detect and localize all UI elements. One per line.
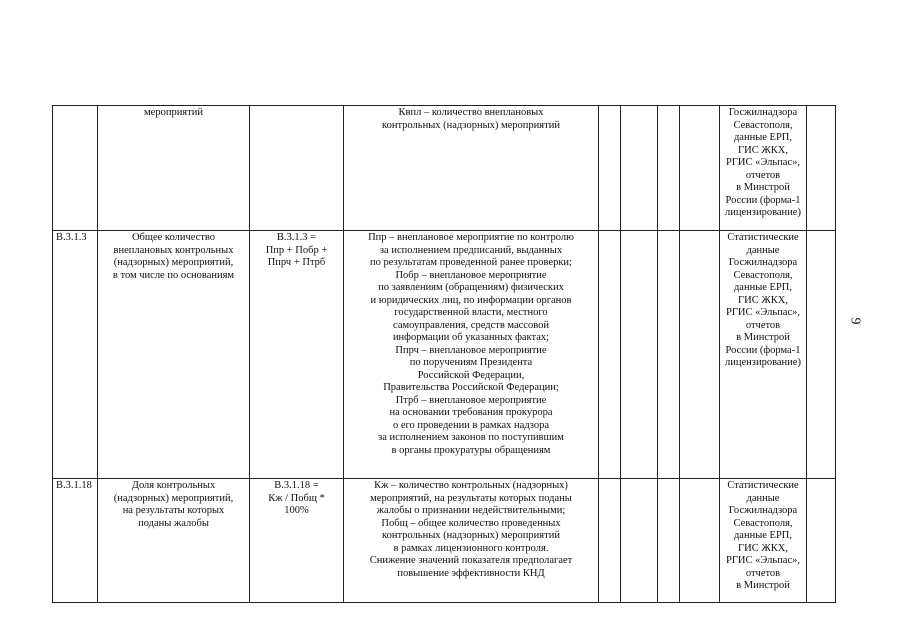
indicator-source: Госжилнадзора Севастополя, данные ЕРП, ГИС ЖКХ, РГИС «Эльпас», отчетов в Минстрой России (форма-1 лицензирование) (720, 106, 807, 231)
indicator-description: Ппр – внеплановое мероприятие по контролю за исполнением предписаний, выданных по результатам проведенной ранее проверки; Побр – внеплановое мероприятие по заявлениям (обращениям) физических и юридических лиц, по информации органов государственной власти, местного самоуправления, средств массовой информации об указанных фактах; Ппрч – внеплановое мероприятие по поручениям Президента Российской Федерации, Правительства Российской Федерации; Птрб – внеплановое мероприятие на основании требования прокурора о его проведении в рамках надзора за исполнением законов по поступившим в органы прокуратуры обращениям (344, 231, 599, 479)
table-row (53, 231, 836, 479)
empty-cell (807, 479, 836, 603)
empty-cell (680, 231, 720, 479)
indicators-table (52, 105, 836, 603)
empty-cell (658, 479, 680, 603)
empty-cell (680, 479, 720, 603)
table-row (53, 479, 836, 603)
indicator-code (53, 106, 98, 231)
empty-cell (658, 106, 680, 231)
empty-cell (599, 106, 621, 231)
empty-cell (680, 106, 720, 231)
empty-cell (599, 231, 621, 479)
indicator-description: Квпл – количество внеплановых контрольных (надзорных) мероприятий (344, 106, 599, 231)
indicator-name: мероприятий (98, 106, 250, 231)
empty-cell (807, 231, 836, 479)
indicator-source: Статистические данные Госжилнадзора Севастополя, данные ЕРП, ГИС ЖКХ, РГИС «Эльпас», отчетов в Минстрой России (форма-1 лицензирование) (720, 231, 807, 479)
indicator-source: Статистические данные Госжилнадзора Севастополя, данные ЕРП, ГИС ЖКХ, РГИС «Эльпас», отчетов в Минстрой (720, 479, 807, 603)
indicator-code: В.3.1.18 (53, 479, 98, 603)
empty-cell (621, 231, 658, 479)
page-number: 9 (847, 317, 863, 325)
empty-cell (599, 479, 621, 603)
empty-cell (807, 106, 836, 231)
empty-cell (658, 231, 680, 479)
indicator-name: Общее количество внеплановых контрольных (надзорных) мероприятий, в том числе по основаниям (98, 231, 250, 479)
indicator-code: В.3.1.3 (53, 231, 98, 479)
table-row (53, 106, 836, 231)
empty-cell (621, 479, 658, 603)
indicator-formula: В.3.1.18 = Кж / Побщ * 100% (250, 479, 344, 603)
empty-cell (621, 106, 658, 231)
indicator-formula (250, 106, 344, 231)
indicator-description: Кж – количество контрольных (надзорных) мероприятий, на результаты которых поданы жалобы о признании недействительными; Побщ – общее количество проведенных контрольных (надзорных) мероприятий в рамках лицензионного контроля. Снижение значений показателя предполагает повышение эффективности КНД (344, 479, 599, 603)
indicator-name: Доля контрольных (надзорных) мероприятий, на результаты которых поданы жалобы (98, 479, 250, 603)
indicator-formula: В.3.1.3 = Ппр + Побр + Ппрч + Птрб (250, 231, 344, 479)
